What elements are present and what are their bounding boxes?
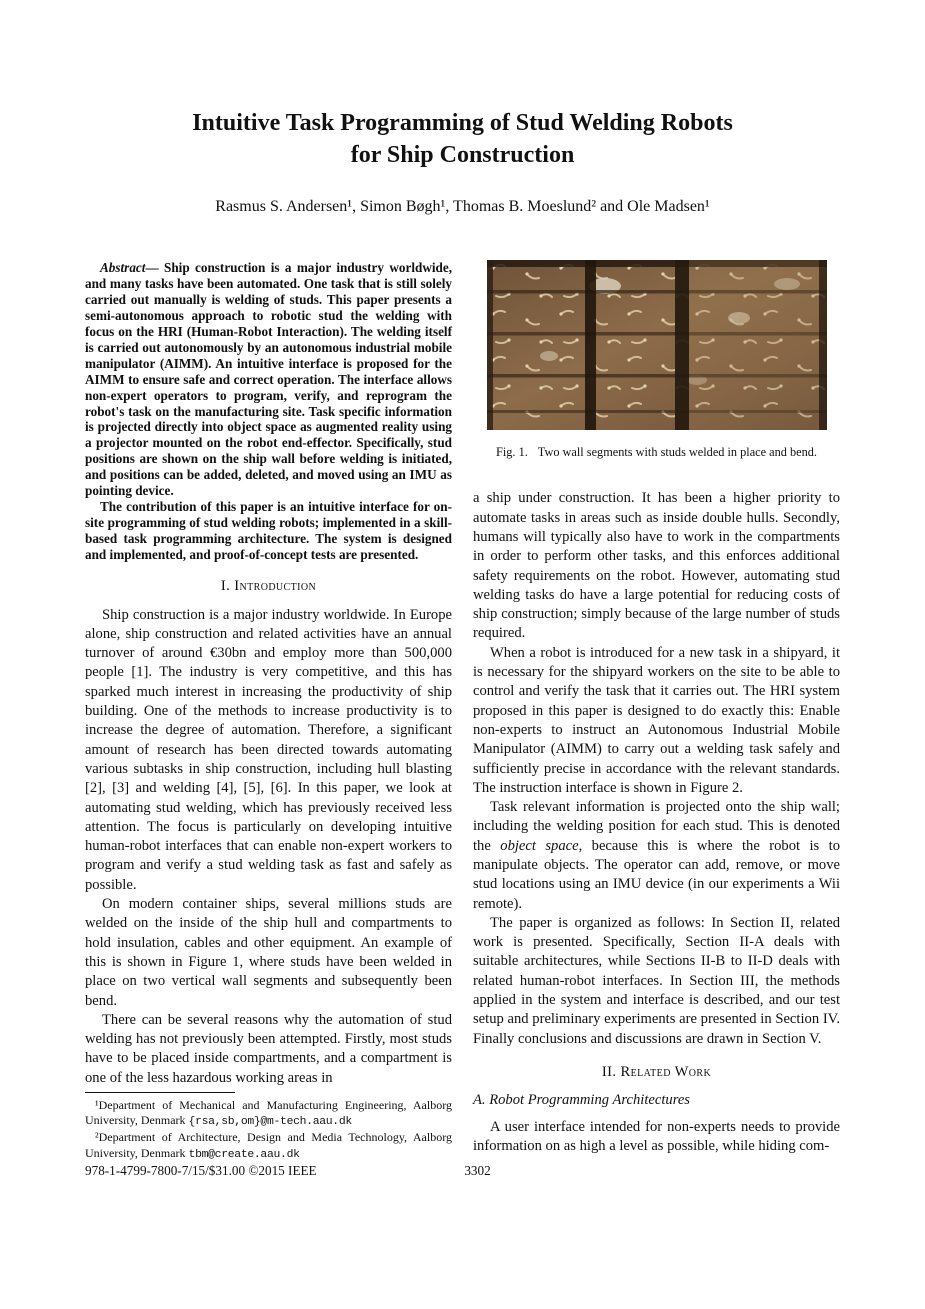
right-column [473,260,840,1160]
copyright-line: 978-1-4799-7800-7/15/$31.00 ©2015 IEEE [85,1163,317,1178]
footnotes-block [85,1088,452,1163]
abstract-text-1: — Ship construction is a major industry worldwide, and many tasks have been automated. One task that is still solely carried out manually is welding of studs. This paper presents a semi-autonomous approach to robotic stud the welding with focus on the HRI (Human-Robot Interaction). The welding itself is carried out autonomously by an autonomous industrial mobile manipulator (AIMM). An intuitive interface is proposed for the AIMM to ensure safe and correct operation. The interface allows non-expert operators to program, verify, and reprogram the robot's task on the manufacturing site. Task specific information is projected directly into object space as augmented reality using a projector mounted on the robot end-effector. Specifically, stud positions are shown on the ship wall before welding is initiated, and positions can be added, deleted, and moved using an IMU as pointing device. [85,260,452,499]
paper-title-line1: Intuitive Task Programming of Stud Welding Robots [192,110,733,136]
footnote-rule [85,1092,235,1093]
paper-title-line2: for Ship Construction [350,141,575,168]
paper-title [0,0,925,171]
page-number: 3302 [464,1163,491,1178]
right-paragraph-3-after: , because this is where the robot is to manipulate objects. The operator can add, remove, or move stud locations using an IMU device (in our experiments a Wii remote). [473,837,840,912]
figure-1-caption-text: Two wall segments with studs welded in place and bend. [537,445,817,460]
footnote-1-email: {rsa,sb,om}@m-tech.aau.dk [188,1116,352,1129]
page-footer [85,1163,870,1181]
left-column [85,260,452,1160]
intro-paragraph-2: On modern container ships, several millions studs are welded on the inside of the ship hull and compartments to hold insulation, cables and other equipment. An example of this is shown in Figure 1, where studs have been welded in place on two vertical wall segments and subsequently been bend. [85,896,452,1009]
section-2-heading: II. Related Work [601,1063,712,1080]
right-paragraph-3-before: Task relevant information is projected onto the ship wall; including the welding position for each stud. This is denoted the [473,799,840,854]
figure-1 [473,260,840,460]
footnote-1 [85,1098,452,1130]
object-space-term: object space [500,837,579,854]
abstract-label: Abstract [100,260,146,276]
intro-paragraph-3: There can be several reasons why the automation of stud welding has not previously been attempted. Firstly, most studs have to be placed inside compartments, and a compartment is one of the less hazardous working areas in [85,1011,452,1086]
figure-1-caption [473,445,840,460]
abstract-paragraph-1 [85,260,452,499]
footnote-2-email: tbm@create.aau.dk [188,1148,300,1161]
abstract-paragraph-2: The contribution of this paper is an intuitive interface for on-site programming of stud welding robots; implemented in a skill-based task programming architecture. The system is designed and implemented, and proof-of-concept tests are presented. [85,498,452,562]
section-1-heading: I. Introduction [220,577,317,594]
right-paragraph-1: a ship under construction. It has been a higher priority to automate tasks in areas such as inside double hulls. Secondly, humans will typically also have to work in the compartments in order to perform other tasks, and this enforces additional safety requirements on the robot. However, automating stud welding tasks do have a large potential for reducing costs of ship construction; simply because of the large number of studs required. [473,490,840,642]
footnote-2-text: ²Department of Architecture, Design and Media Technology, Aalborg University, Denmark [85,1130,452,1160]
right-paragraph-2: When a robot is introduced for a new task in a shipyard, it is necessary for the shipyard workers on the site to be able to control and verify the task that it carries out. The HRI system proposed in this paper is designed to do exactly this: Enable non-experts to instruct an Autonomous Industrial Mobile Manipulator (AIMM) to carry out a welding task safely and sufficiently precise in accordance with the relevant standards. The instruction interface is shown in Figure 2. [473,644,840,796]
right-paragraph-4: The paper is organized as follows: In Section II, related work is presented. Specifically, Section II-A deals with suitable architectures, while Sections II-B to II-D deals with related human-robot interfaces. In Section III, the methods applied in the system and interface is described, and our test setup and preliminary experiments are presented in Section IV. Finally conclusions and discussions are drawn in Section V. [473,914,840,1047]
intro-paragraph-1: Ship construction is a major industry worldwide. In Europe alone, ship construction and related activities have an annual turnover of around €30bn and employ more than 500,000 people [1]. The industry is very competitive, and this has sparked much interest in increasing the productivity of ship building. One of the methods to increase productivity is to increase the degree of automation. Therefore, a significant amount of research has been directed towards automating various subtasks in ship construction, including hull blasting [2], [3] and welding [4], [5], [6]. In this paper, we look at automating stud welding, which has previously received less attention. The focus is particularly on developing intuitive human-robot interfaces that can enable non-expert workers to program and verify a stud welding task as fast and safely as possible. [85,606,452,893]
two-column-body [85,260,840,1160]
section-2a-heading: A. Robot Programming Architectures [473,1091,690,1108]
footnote-1-text: ¹Department of Mechanical and Manufacturing Engineering, Aalborg University, Denmark [85,1097,452,1128]
figure-1-caption-label: Fig. 1. [496,445,528,460]
stud-wall-photo [487,260,827,430]
footnote-2 [85,1130,452,1162]
right-paragraph-3 [473,798,840,914]
authors-line: Rasmus S. Andersen¹, Simon Bøgh¹, Thomas B. Moeslund² and Ole Madsen¹ [215,198,710,216]
related-work-paragraph-1: A user interface intended for non-experts needs to provide information on as high a level as possible, while hiding com- [473,1118,840,1155]
